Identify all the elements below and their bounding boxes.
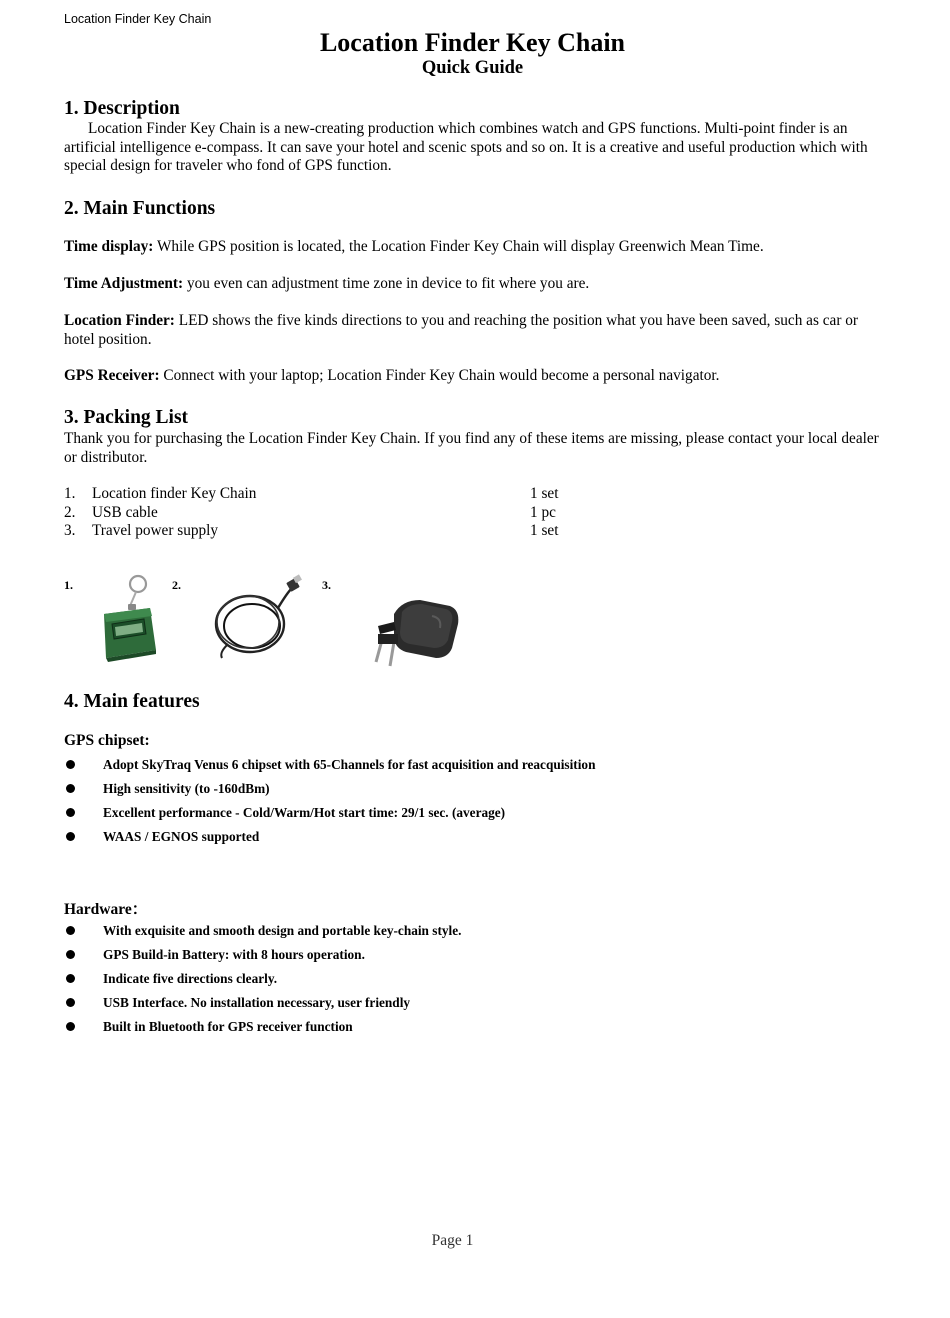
bullet-dot-icon xyxy=(66,832,75,841)
feature-text: Built in Bluetooth for GPS receiver function xyxy=(103,1019,353,1034)
function-text: Connect with your laptop; Location Finder Key Chain would become a personal navigator. xyxy=(159,367,720,384)
gps-chipset-item xyxy=(64,829,884,849)
power-adapter-image xyxy=(372,596,464,672)
feature-text: WAAS / EGNOS supported xyxy=(103,829,260,844)
function-gps-receiver xyxy=(64,367,884,386)
key-chain-device-image xyxy=(92,572,164,664)
packing-item xyxy=(64,522,584,541)
function-time-adjustment xyxy=(64,275,884,294)
hardware-item xyxy=(64,1019,884,1039)
packing-item-number: 3. xyxy=(64,522,76,539)
packing-item-qty: 1 set xyxy=(530,522,559,539)
function-text: you even can adjustment time zone in device to fit where you are. xyxy=(183,275,590,292)
gps-chipset-item xyxy=(64,757,884,777)
hardware-item xyxy=(64,947,884,967)
packing-item-qty: 1 set xyxy=(530,485,559,502)
packing-item-number: 1. xyxy=(64,485,76,502)
bullet-dot-icon xyxy=(66,760,75,769)
packing-item-number: 2. xyxy=(64,504,76,521)
feature-text: Indicate five directions clearly. xyxy=(103,971,278,986)
packing-item xyxy=(64,504,584,523)
bullet-dot-icon xyxy=(66,1022,75,1031)
bullet-dot-icon xyxy=(66,808,75,817)
page-subtitle: Quick Guide xyxy=(421,58,524,78)
bullet-dot-icon xyxy=(66,784,75,793)
bullet-dot-icon xyxy=(66,926,75,935)
gps-chipset-item xyxy=(64,805,884,825)
packing-item-name: Location finder Key Chain xyxy=(92,485,257,502)
feature-text: Adopt SkyTraq Venus 6 chipset with 65-Channels for fast acquisition and reacquisition xyxy=(103,757,596,772)
feature-text: With exquisite and smooth design and portable key-chain style. xyxy=(103,923,462,938)
function-label: Location Finder: xyxy=(64,312,175,329)
image-label-1: 1. xyxy=(64,578,73,592)
packing-item xyxy=(64,485,584,504)
packing-list-heading: 3. Packing List xyxy=(64,407,189,428)
bullet-dot-icon xyxy=(66,974,75,983)
page-number: Page 1 xyxy=(431,1232,474,1249)
description-heading: 1. Description xyxy=(64,98,180,119)
function-text: While GPS position is located, the Location Finder Key Chain will display Greenwich Mean Time. xyxy=(153,238,764,255)
function-label: Time display: xyxy=(64,238,154,255)
function-time-display xyxy=(64,238,884,257)
main-functions-heading: 2. Main Functions xyxy=(64,198,216,219)
gps-chipset-item xyxy=(64,781,884,801)
gps-chipset-heading: GPS chipset: xyxy=(64,732,150,749)
bullet-dot-icon xyxy=(66,998,75,1007)
feature-text: Excellent performance - Cold/Warm/Hot start time: 29/1 sec. (average) xyxy=(103,805,506,820)
packing-item-name: USB cable xyxy=(92,504,158,521)
packing-list-intro: Thank you for purchasing the Location Finder Key Chain. If you find any of these items are missing, please contact your local dealer or distributor. xyxy=(64,430,879,466)
function-text: LED shows the five kinds directions to you and reaching the position what you have been saved, such as car or hotel position. xyxy=(64,312,858,348)
usb-cable-image xyxy=(208,574,304,660)
function-label: Time Adjustment: xyxy=(64,275,184,292)
running-header: Location Finder Key Chain xyxy=(64,12,212,26)
description-text: Location Finder Key Chain is a new-creating production which combines watch and GPS functions. Multi-point finder is an artificial intelligence e-compass. It can save your hotel and scenic spots and so on. It is a creative and useful production which with special design for traveler who fond of GPS function. xyxy=(64,120,868,175)
function-location-finder xyxy=(64,312,884,349)
hardware-item xyxy=(64,923,884,943)
page-title: Location Finder Key Chain xyxy=(319,28,626,57)
feature-text: USB Interface. No installation necessary, user friendly xyxy=(103,995,411,1010)
function-label: GPS Receiver: xyxy=(64,367,160,384)
image-label-2: 2. xyxy=(172,578,181,592)
feature-text: GPS Build-in Battery: with 8 hours operation. xyxy=(103,947,365,962)
packing-item-name: Travel power supply xyxy=(92,522,219,539)
packing-item-qty: 1 pc xyxy=(530,504,556,521)
feature-text: High sensitivity (to -160dBm) xyxy=(103,781,270,796)
main-features-heading: 4. Main features xyxy=(64,691,200,712)
hardware-item xyxy=(64,971,884,991)
bullet-dot-icon xyxy=(66,950,75,959)
hardware-item xyxy=(64,995,884,1015)
hardware-heading: Hardware： xyxy=(64,901,148,918)
image-label-3: 3. xyxy=(322,578,331,592)
